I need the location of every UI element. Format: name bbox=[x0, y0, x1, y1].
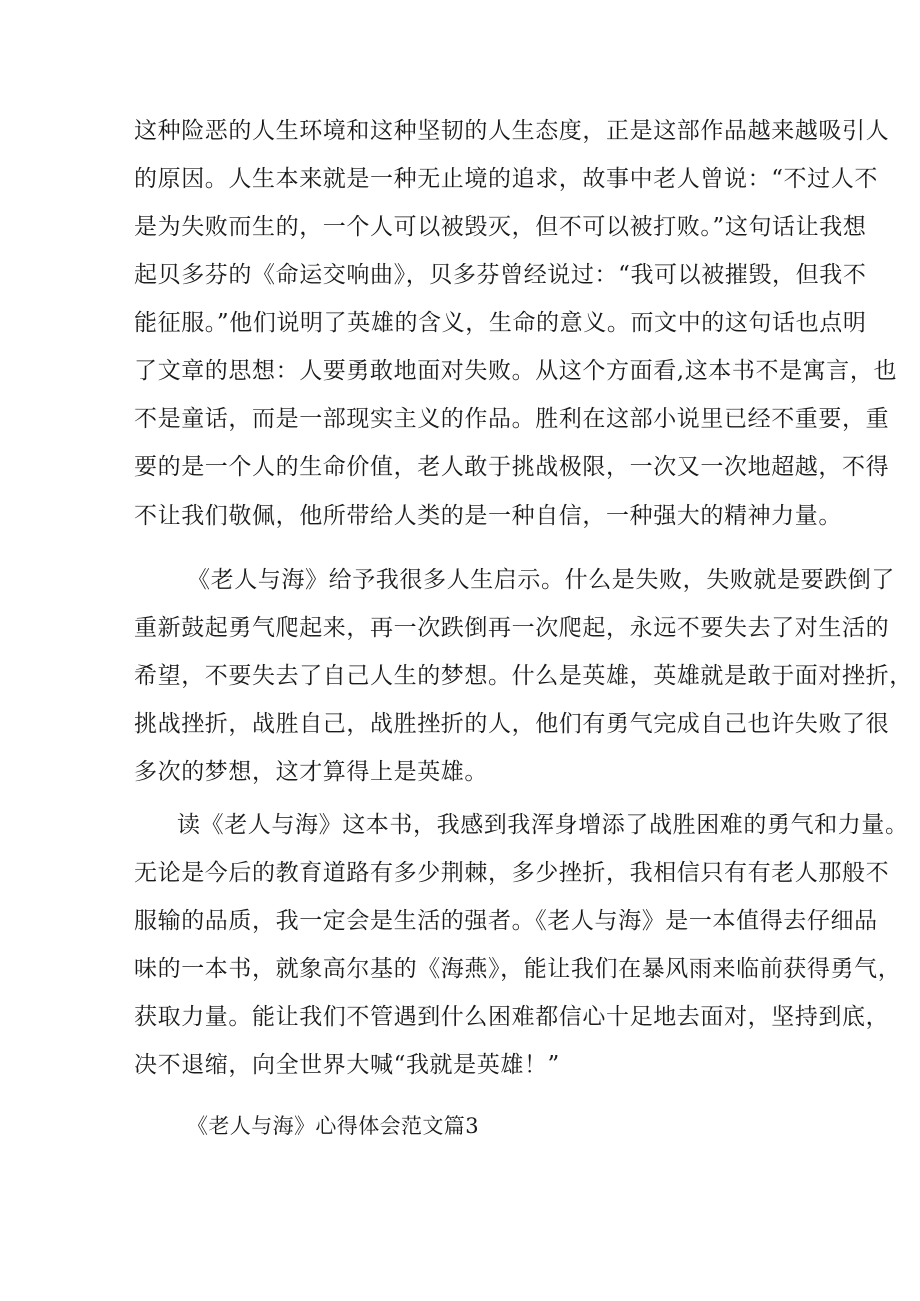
paragraph-2-line-4: 挑战挫折，战胜自己，战胜挫折的人，他们有勇气完成自己也许失败了很 bbox=[134, 711, 890, 737]
paragraph-1-line-5: 能征服。”他们说明了英雄的含义，生命的意义。而文中的这句话也点明 bbox=[134, 310, 867, 336]
paragraph-3-line-3: 服输的品质，我一定会是生活的强者。《老人与海》是一本值得去仔细品 bbox=[134, 908, 878, 934]
paragraph-1-line-4: 起贝多芬的《命运交响曲》，贝多芬曾经说过：“我可以被摧毁，但我不 bbox=[134, 262, 867, 288]
paragraph-2-line-1: 《老人与海》给予我很多人生启示。什么是失败，失败就是要跌倒了 bbox=[187, 567, 895, 593]
paragraph-3-line-4: 味的一本书，就象高尔基的《海燕》，能让我们在暴风雨来临前获得勇气， bbox=[134, 956, 902, 982]
paragraph-1-line-8: 要的是一个人的生命价值，老人敢于挑战极限，一次又一次地超越，不得 bbox=[134, 454, 890, 480]
paragraph-3-line-6: 决不退缩，向全世界大喊“我就是英雄！” bbox=[134, 1052, 560, 1078]
paragraph-1-line-6: 了文章的思想：人要勇敢地面对失败。从这个方面看,这本书不是寓言，也 bbox=[134, 358, 898, 384]
paragraph-2-line-5: 多次的梦想，这才算得上是英雄。 bbox=[134, 759, 488, 785]
paragraph-1-line-2: 的原因。人生本来就是一种无止境的追求，故事中老人曾说：“不过人不 bbox=[134, 166, 878, 192]
paragraph-3-line-1: 读《老人与海》这本书，我感到我浑身增添了战胜困难的勇气和力量。 bbox=[177, 812, 909, 838]
paragraph-2-line-3: 希望，不要失去了自己人生的梦想。什么是英雄，英雄就是敢于面对挫折， bbox=[134, 663, 913, 689]
paragraph-1-line-7: 不是童话，而是一部现实主义的作品。胜利在这部小说里已经不重要，重 bbox=[134, 406, 890, 432]
paragraph-1-line-9: 不让我们敬佩，他所带给人类的是一种自信，一种强大的精神力量。 bbox=[134, 503, 842, 529]
paragraph-3-line-2: 无论是今后的教育道路有多少荆棘，多少挫折，我相信只有有老人那般不 bbox=[134, 860, 890, 886]
paragraph-1-line-1: 这种险恶的人生环境和这种坚韧的人生态度，正是这部作品越来越吸引人 bbox=[134, 118, 890, 144]
paragraph-1-line-3: 是为失败而生的，一个人可以被毁灭，但不可以被打败。”这句话让我想 bbox=[134, 214, 867, 240]
paragraph-2-line-2: 重新鼓起勇气爬起来，再一次跌倒再一次爬起，永远不要失去了对生活的 bbox=[134, 615, 890, 641]
section-heading: 《老人与海》心得体会范文篇3 bbox=[187, 1114, 479, 1138]
paragraph-3-line-5: 获取力量。能让我们不管遇到什么困难都信心十足地去面对，坚持到底， bbox=[134, 1004, 890, 1030]
